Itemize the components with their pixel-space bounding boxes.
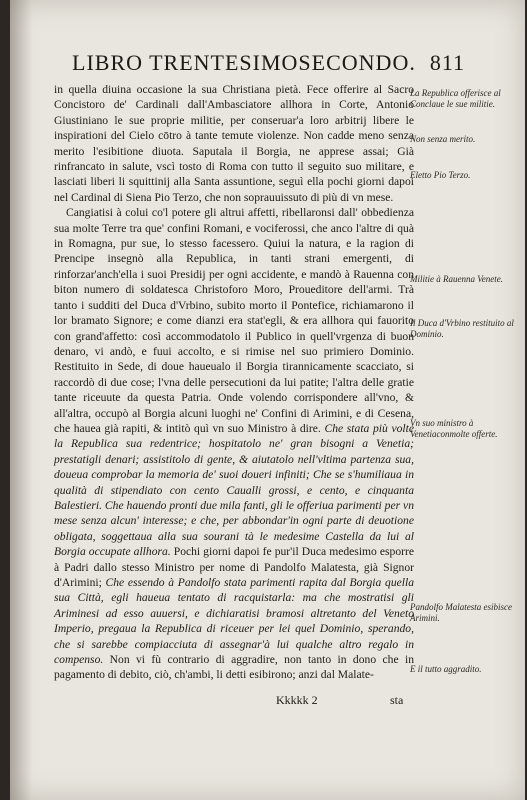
book-title: LIBRO TRENTESIMOSECONDO. (72, 50, 416, 75)
book-page (10, 0, 525, 800)
text-segment: Non vi fù contrario di aggradire, non tanto in dono che in pagamento di debito, ciò, ch'ambi, li detti esibirono; anzi dal Malate- (54, 653, 414, 682)
running-head (72, 50, 492, 80)
text-segment: in quella diuina occasione la sua Christiana pietà. Fece offerire al Sacro Concistoro de' Cardinali dall'Ambasciatore allhora in Corte, Antonio Giustiniano le sue proprie militie, per conseruar'a loro arbitrij libere le inspirationi del Cielo cōtro à tante temute violenze. Non cadde meno senza merito l'esibitione diuota. Saputala il Borgia, ne apprese assai; Già rinfrancato in salute, vscì tosto di Roma con tutto il seguito suo militare, e lasciati liberi li squittinij alla Santa assuntione, seguì ella pochi giorni dapoi nel Cardinal di Siena Pio Terzo, che non soprauuissuto di più di vn mese. (54, 83, 414, 204)
catchword: sta (390, 693, 404, 707)
margin-note: Vn suo ministro à Venetiaconmolte offerte. (410, 418, 498, 439)
gutter-shadow (10, 0, 32, 800)
paragraph (54, 205, 414, 683)
margin-notes (410, 82, 520, 702)
margin-note: Il Duca d'Vrbino restituito al Dominio. (410, 318, 514, 339)
text-segment-italic: Che essendo à Pandolfo stata parimenti rapita dal Borgia quella sua Città, egli haueua tentato di racquistarla: ma che mostratisi gli Ariminesi ad esso auuersi, e dichiaratisi bramosi altretanto del Veneto Imperio, pregaua la Republica di riceuer per lei quel Dominio, sperando, che si sarebbe compiacciuta di assegnar'à lui qualche altro regalo in compenso. (54, 576, 414, 667)
margin-note: La Republica offerisce al Conclaue le sue militie. (410, 88, 501, 109)
margin-note: E il tutto aggradito. (410, 664, 482, 674)
text-segment: Cangiatisi à colui co'l potere gli altrui affetti, ribellaronsi dall' obbedienza sua molte Terre tra que' confini Romani, e vociferossi, che anco l'altre di quà in Romagna, pur sue, lo stesso facessero. Quiui la natura, e la ragion di Prencipe insegnò alla Republica, in tanti strani emergenti, di rinforzar'anch'ella i suoi Presidij per ogni accidente, e mandò à Rauenna con biton numero di soldatesca Christoforo Moro, Proueditore dell'armi. Trà tanto i sudditi del Duca d'Vrbino, subito morto il Pontefice, richiamarono il lor bramato Signore; e come dianzi era stat'egli, & era allhora qui fauorito con grand'affetto: così accommodatolo il Publico in quell'vrgenza di buon denaro, vi andò, e fuui accolto, e si rimise nel suo primiero Dominio. Restituito in Sede, di doue haueualo il Borgia tirannicamente scacciato, si raccordò di due cose; l'vna delle persecutioni da lui patite; l'altra delle gratie tante riceuute da questa Patria. Onde volendo corrispondere all'vno, & all'altra, occupò al Borgia alcuni luoghi ne' Confini di Arimini, e di Cesena, che hauea già rapiti, & intitò quì vn suo Ministro à dire. (54, 206, 414, 435)
margin-note: Non senza merito. (410, 134, 476, 144)
text-segment-italic: Che stata più volte la Republica sua redentrice; hospitatolo ne' gran bisogni a Venetia; prestatigli denari; assistitolo di gente, & aiutatolo nell'vltima partenza sua, doueua comprobar la memoria de' suoi doueri infiniti; Che se s'humiliaua in qualità di stipendiato con cento Caualli grossi, e cento, e cinquanta Balestieri. Che hauendo pronti due mila fanti, gli le offeriua parimenti per vn mese senza alcun' interesse; e che, per abbondar'in ogni parte di deuotione obligata, soggettaua alla sua sourani tà le medesime Castella da lui al Borgia occupate allhora. (54, 421, 414, 559)
text-segment: Pochi giorni dapoi fe pur'il Duca medesimo esporre à Padri dallo stesso Ministro per nome di Pandolfo Malatesta, già Signor d'Arimini; (54, 545, 414, 589)
margin-note: Pandolfo Malatesta esibisce Arimini. (410, 602, 512, 623)
signature-mark: Kkkkk 2 (276, 693, 318, 707)
paragraph (54, 82, 414, 205)
main-text (54, 82, 414, 683)
margin-note: Eletto Pio Terzo. (410, 170, 471, 180)
page-number: 811 (429, 50, 466, 75)
margin-note: Militie à Rauenna Venete. (410, 274, 503, 284)
